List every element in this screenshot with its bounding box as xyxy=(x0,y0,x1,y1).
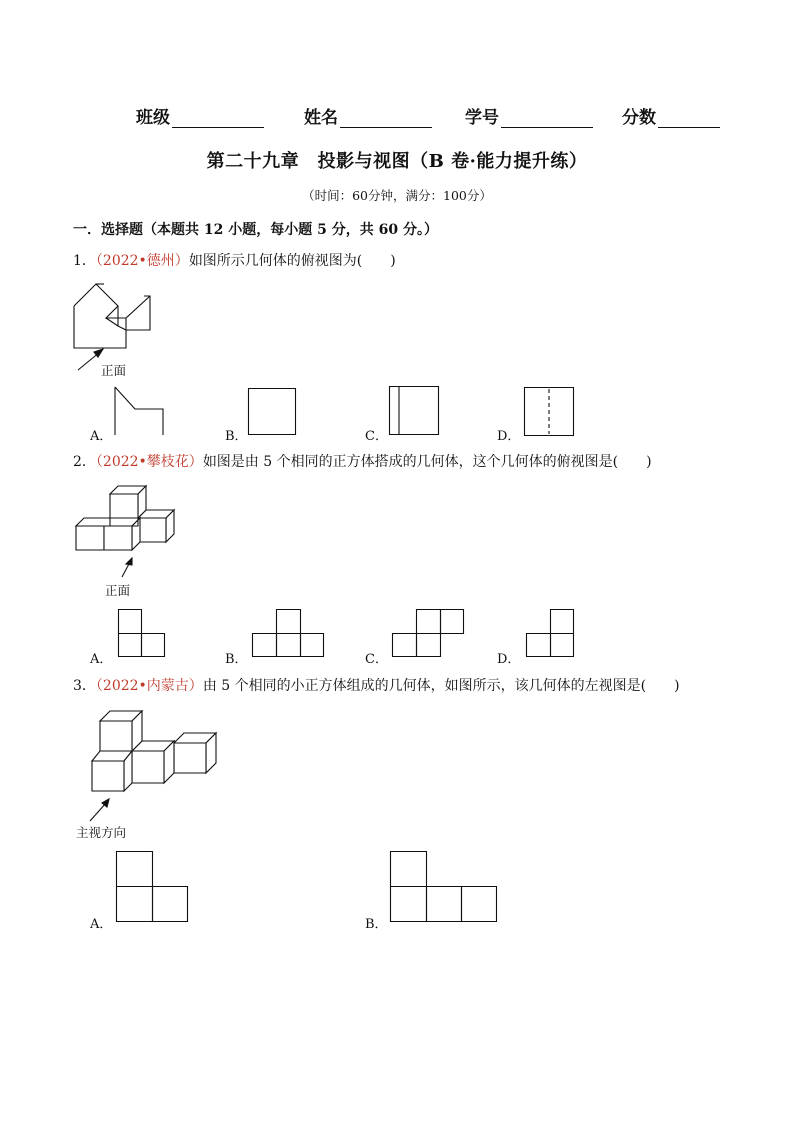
q2-option-b-label[interactable]: B． xyxy=(225,652,248,667)
question-source: （2022•攀枝花） xyxy=(95,454,203,470)
q3-view-direction-label: 主视方向 xyxy=(76,825,127,840)
q2-option-d-figure[interactable] xyxy=(526,609,575,658)
q2-option-a-figure[interactable] xyxy=(118,609,167,658)
student-id-label: 学号 xyxy=(465,108,499,128)
q3-option-a-label[interactable]: A． xyxy=(90,917,113,932)
q2-front-label: 正面 xyxy=(105,583,131,598)
q2-option-b-figure[interactable] xyxy=(252,609,325,658)
student-info-row xyxy=(0,103,794,129)
q2-option-a-label[interactable]: A． xyxy=(90,652,113,667)
q1-option-d-label[interactable]: D． xyxy=(497,429,521,444)
section-heading: 一．选择题（本题共 12 小题，每小题 5 分，共 60 分。） xyxy=(73,222,438,238)
class-blank[interactable] xyxy=(172,107,264,128)
q1-option-a-label[interactable]: A． xyxy=(90,429,113,444)
question-number: 2． xyxy=(73,454,96,470)
q3-option-b-figure[interactable] xyxy=(390,851,499,924)
q3-option-a-figure[interactable] xyxy=(116,851,189,924)
name-field[interactable] xyxy=(304,103,432,128)
question-number: 3． xyxy=(73,678,96,694)
question-2 xyxy=(73,451,652,471)
q3-option-b-label[interactable]: B． xyxy=(365,917,388,932)
q1-front-label: 正面 xyxy=(101,363,127,378)
class-field[interactable] xyxy=(136,103,264,128)
q2-option-c-label[interactable]: C． xyxy=(365,652,388,667)
question-1 xyxy=(73,250,396,270)
page-title: 第二十九章 投影与视图（B 卷·能力提升练） xyxy=(206,151,588,172)
page-subtitle: （时间：60分钟，满分：100分） xyxy=(302,188,492,203)
question-number: 1． xyxy=(73,253,96,269)
q3-solid-figure xyxy=(76,705,220,825)
question-text: 由 5 个相同的小正方体组成的几何体，如图所示，该几何体的左视图是( ) xyxy=(202,678,680,694)
q2-option-d-label[interactable]: D． xyxy=(497,652,521,667)
student-id-field[interactable] xyxy=(465,103,593,128)
question-source: （2022•德州） xyxy=(95,253,189,269)
score-field[interactable] xyxy=(622,103,720,128)
q1-option-c-figure[interactable] xyxy=(389,386,440,436)
q1-option-a-figure[interactable] xyxy=(113,387,165,437)
q1-option-b-figure[interactable] xyxy=(248,388,297,436)
question-text: 如图所示几何体的俯视图为( ) xyxy=(188,253,396,269)
question-source: （2022•内蒙古） xyxy=(95,678,203,694)
student-id-blank[interactable] xyxy=(501,107,593,128)
question-3 xyxy=(73,675,680,695)
q2-option-c-figure[interactable] xyxy=(392,609,465,658)
score-blank[interactable] xyxy=(658,107,720,128)
name-label: 姓名 xyxy=(304,108,338,128)
q1-option-b-label[interactable]: B． xyxy=(225,429,248,444)
q1-option-d-figure[interactable] xyxy=(524,387,575,437)
question-text: 如图是由 5 个相同的正方体搭成的几何体，这个几何体的俯视图是( ) xyxy=(202,454,652,470)
q1-option-c-label[interactable]: C． xyxy=(365,429,388,444)
name-blank[interactable] xyxy=(340,107,432,128)
score-label: 分数 xyxy=(622,108,656,128)
class-label: 班级 xyxy=(136,108,170,128)
